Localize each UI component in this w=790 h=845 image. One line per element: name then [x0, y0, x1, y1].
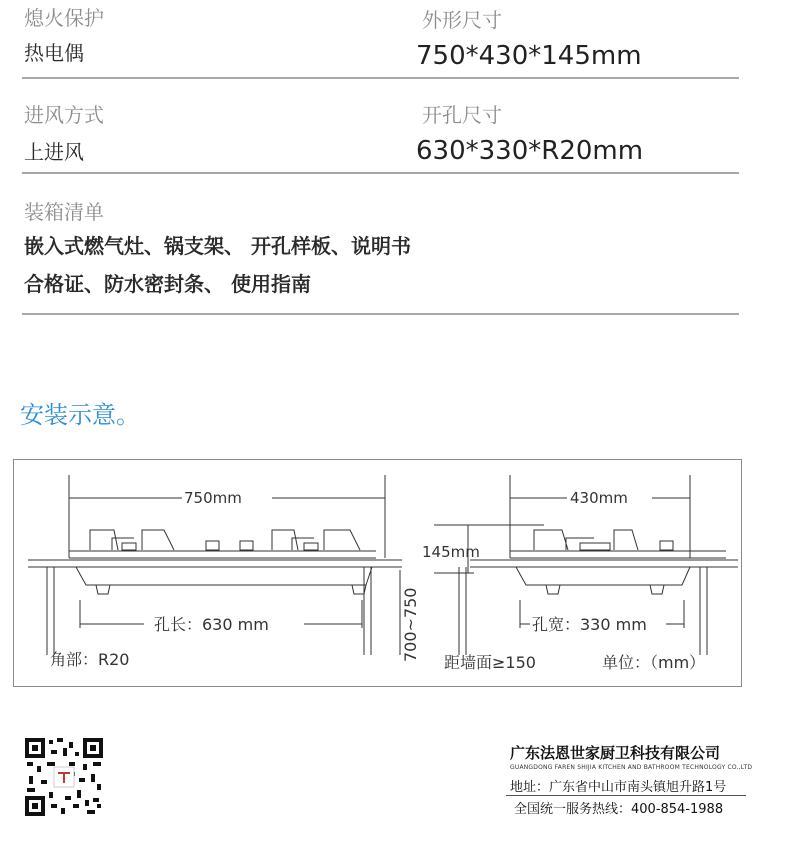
packing-line-1: 嵌入式燃气灶、锅支架、 开孔样板、说明书	[24, 234, 411, 258]
spec-label-air-intake: 进风方式	[24, 103, 104, 127]
height-range-label: 700~750	[401, 587, 420, 662]
spec-label-flameout: 熄火保护	[24, 6, 104, 30]
wall-distance-label: 距墙面≥150	[444, 653, 536, 672]
divider	[506, 795, 746, 796]
company-address: 地址：广东省中山市南头镇旭升路1号	[510, 780, 727, 795]
divider	[22, 172, 739, 174]
qr-code-icon	[25, 738, 103, 816]
packing-line-2: 合格证、防水密封条、 使用指南	[24, 272, 311, 296]
spec-label-cutout: 开孔尺寸	[422, 103, 502, 127]
spec-label-dimensions: 外形尺寸	[422, 8, 502, 32]
divider	[22, 77, 739, 79]
hole-length-label: 孔长：630 mm	[154, 615, 269, 634]
width-430-label: 430mm	[570, 489, 628, 507]
installation-diagram	[13, 459, 742, 687]
service-hotline: 全国统一服务热线：400-854-1988	[514, 802, 724, 817]
unit-label: 单位：（mm）	[602, 653, 706, 672]
company-name: 广东法恩世家厨卫科技有限公司	[510, 744, 721, 762]
spec-value-air-intake: 上进风	[24, 140, 84, 164]
spec-value-dimensions: 750*430*145mm	[416, 41, 642, 71]
packing-label: 装箱清单	[24, 200, 104, 224]
width-750-label: 750mm	[184, 489, 242, 507]
height-145-label: 145mm	[422, 543, 480, 561]
installation-diagram-drawing	[14, 460, 743, 688]
install-title: 安装示意。	[20, 401, 140, 429]
corner-radius-label: 角部：R20	[50, 650, 130, 669]
spec-value-cutout: 630*330*R20mm	[416, 136, 644, 166]
divider	[22, 313, 739, 315]
spec-value-flameout: 热电偶	[24, 41, 84, 65]
company-name-en: GUANGDONG FAREN SHIJIA KITCHEN AND BATHROOM TECHNOLOGY CO.,LTD	[510, 764, 753, 771]
hole-width-label: 孔宽：330 mm	[532, 615, 647, 634]
